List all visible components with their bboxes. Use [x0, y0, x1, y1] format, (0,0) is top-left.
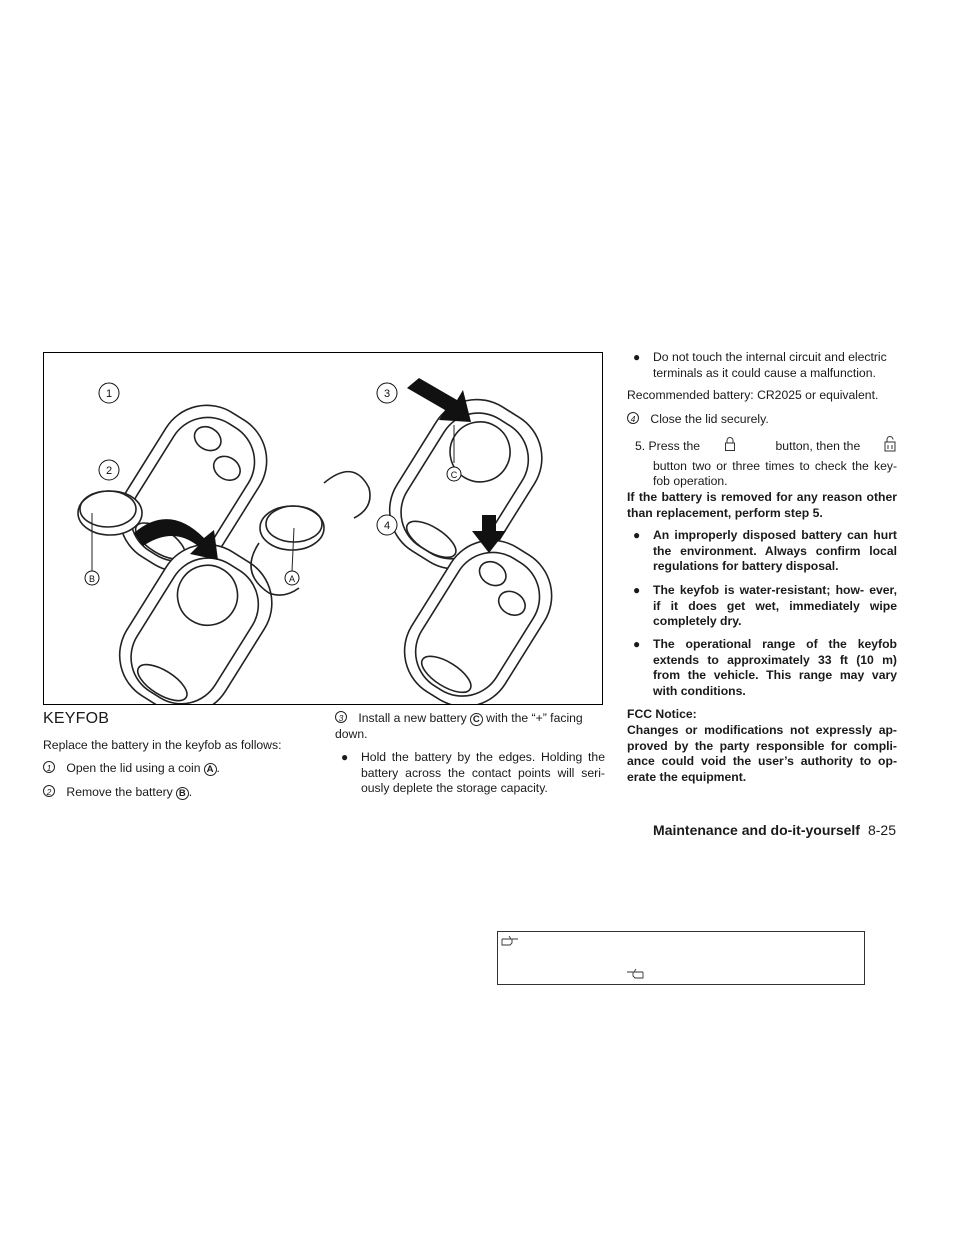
step5-text-b: button, then the: [775, 438, 861, 453]
step-2: 2 Remove the battery B .: [43, 785, 333, 801]
bullet-text: The operational range of the keyfob extends to approximately 33 ft (10 m) from the vehicle. This range may vary with conditions.: [653, 637, 897, 698]
step-3: [335, 711, 605, 742]
bullet-icon: ●: [633, 350, 641, 364]
callout-2: 2: [105, 465, 113, 477]
bullet-do-not-touch: [633, 350, 897, 381]
step-4: [627, 412, 897, 428]
callout-3: 3: [383, 388, 391, 400]
step-text: Close the lid securely.: [650, 412, 769, 426]
battery-removed-warning: If the battery is removed for any reason other than replacement, perform step 5.: [627, 490, 897, 520]
step-number: 3: [335, 711, 347, 723]
letter-b: B: [176, 787, 189, 800]
chapter-title: Maintenance and do-it-yourself: [653, 822, 860, 838]
pointing-hand-icon: [626, 967, 644, 985]
fcc-notice-text: Changes or modifications not expressly ap- proved by the party responsible for compli- ance could void the user’s authority to op- erate the equipment.: [627, 723, 897, 784]
step-number: 4: [627, 412, 639, 424]
pointing-hand-icon: [501, 934, 519, 952]
bullet-water-resistant: [633, 583, 897, 630]
intro-text: Replace the battery in the keyfob as follows:: [43, 738, 282, 752]
step5-text-c: button two or three times to check the key- fob operation.: [653, 458, 897, 489]
bullet-icon: ●: [633, 583, 641, 597]
note-box: [497, 931, 865, 985]
page-footer: [653, 822, 896, 838]
step-number: 1: [43, 761, 55, 773]
bullet-text: The keyfob is water-resistant; how- ever, if it does get wet, immediately wipe completely dry.: [653, 583, 897, 629]
step5-text-a: 5. Press the: [635, 438, 701, 453]
bullet-icon: ●: [633, 637, 641, 651]
step-5: [635, 435, 897, 490]
step-1: 1 Open the lid using a coin A .: [43, 761, 333, 777]
section-title: KEYFOB: [43, 710, 110, 727]
arrow-install: [407, 378, 471, 422]
bullet-disposal: [633, 528, 897, 575]
step-text: Install a new battery: [358, 711, 467, 725]
step-number: 2: [43, 785, 55, 797]
callout-a: A: [288, 574, 296, 584]
page-number: 8-25: [867, 822, 896, 838]
lock-icon: [723, 436, 737, 457]
keyfob-diagram: [44, 353, 602, 704]
bullet-text: Do not touch the internal circuit and electric terminals as it could cause a malfunction.: [653, 350, 887, 380]
callout-4: 4: [383, 520, 391, 532]
callout-b: B: [88, 574, 96, 584]
keyfob-battery-illustration: [43, 352, 603, 705]
bullet-icon: ●: [633, 528, 641, 542]
bullet-range: [633, 637, 897, 699]
step-text-cont: with the “+” facing down.: [335, 711, 583, 741]
bullet-hold-battery: [341, 750, 605, 797]
bullet-text: An improperly disposed battery can hurt the environment. Always confirm local regulations for battery disposal.: [653, 528, 897, 574]
callout-c: C: [450, 470, 458, 480]
bullet-text: Hold the battery by the edges. Holding the battery across the contact points will seri- ously deplete the storage capacity.: [361, 750, 605, 796]
bullet-icon: ●: [341, 750, 349, 764]
step-text: Remove the battery: [66, 785, 173, 799]
step-text: Open the lid using a coin: [66, 761, 201, 775]
fcc-notice-title: FCC Notice:: [627, 707, 697, 721]
callout-1: 1: [105, 388, 113, 400]
unlock-icon: [883, 435, 897, 458]
recommended-battery: Recommended battery: CR2025 or equivalent.: [627, 388, 879, 402]
letter-c: C: [470, 713, 483, 726]
letter-a: A: [204, 763, 217, 776]
